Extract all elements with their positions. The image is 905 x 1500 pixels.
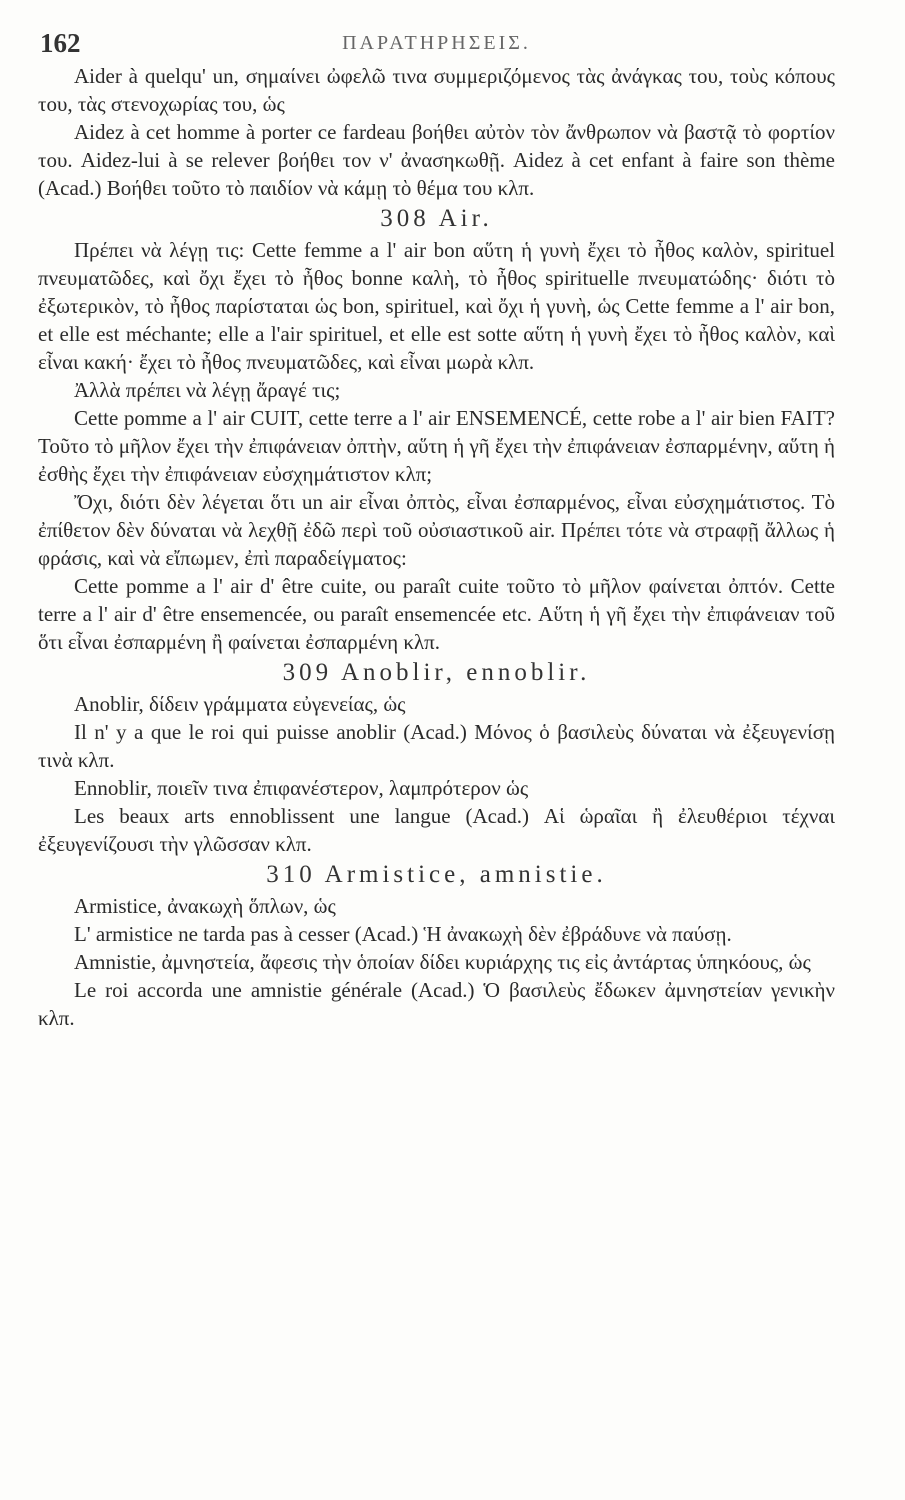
paragraph-air-answer: Ὄχι, διότι δὲν λέγεται ὅτι un air εἶναι ὀπτὸς, εἶναι ἐσπαρμένος, εἶναι εὐσχημάτιστος. Τὸ ἐπίθετον δὲν δύναται νὰ λεχθῇ ἐδῶ περὶ τοῦ οὐσιαστικοῦ air. Πρέπει τότε νὰ στραφῇ ἄλλως ἡ φράσις, καὶ νὰ εἴπωμεν, ἐπὶ παραδείγματος: [38, 490, 835, 570]
paragraph-ennoblir-definition: Ennoblir, ποιεῖν τινα ἐπιφανέστερον, λαμπρότερον ὡς [74, 776, 529, 800]
section-heading-309: 309 Anoblir, ennoblir. [282, 659, 591, 686]
paragraph-anoblir-definition: Anoblir, δίδειν γράμματα εὐγενείας, ὡς [74, 692, 406, 716]
paragraph-aider-definition: Aider à quelqu' un, σημαίνει ὠφελῶ τινα συμμεριζόμενος τὰς ἀνάγκας του, τοὺς κόπους του, τὰς στενοχωρίας του, ὡς [38, 64, 835, 116]
paragraph-armistice-definition: Armistice, ἀνακωχὴ ὅπλων, ὡς [74, 894, 336, 918]
paragraph-amnistie-example: Le roi accorda une amnistie générale (Acad.) Ὁ βασιλεὺς ἔδωκεν ἀμνηστείαν γενικὴν κλπ. [38, 978, 835, 1030]
paragraph-armistice-example: L' armistice ne tarda pas à cesser (Acad.) Ἡ ἀνακωχὴ δὲν ἐβράδυνε νὰ παύσῃ. [74, 922, 732, 946]
paragraph-air-correct-usage: Cette pomme a l' air d' être cuite, ou paraît cuite τοῦτο τὸ μῆλον φαίνεται ὀπτόν. Cette terre a l' air d' être ensemencée, ou paraît ensemencée etc. Αὕτη ἡ γῆ ἔχει τὴν ἐπιφάνειαν τοῦ ὅτι εἶναι ἐσπαρμένη ἢ φαίνεται ἐσπαρμένη κλπ. [38, 574, 835, 654]
paragraph-air-question: Ἀλλὰ πρέπει νὰ λέγῃ ἄραγέ τις; [74, 378, 341, 402]
running-head [38, 22, 835, 62]
paragraph-anoblir-example: Il n' y a que le roi qui puisse anoblir (Acad.) Μόνος ὁ βασιλεὺς δύναται νὰ ἐξευγενίσῃ τινὰ κλπ. [38, 720, 835, 772]
section-heading-308: 308 Air. [380, 205, 493, 232]
paragraph-amnistie-definition: Amnistie, ἀμνηστεία, ἄφεσις τὴν ὁποίαν δίδει κυριάρχης τις εἰς ἀντάρτας ὑπηκόους, ὡς [74, 950, 811, 974]
paragraph-aider-examples: Aidez à cet homme à porter ce fardeau βοήθει αὐτὸν τὸν ἄνθρωπον νὰ βαστᾷ τὸ φορτίον του. Aidez-lui à se relever βοήθει τον ν' ἀνασηκωθῇ. Aidez à cet enfant à faire son thème (Acad.) Βοήθει τοῦτο τὸ παιδίον νὰ κάμῃ τὸ θέμα του κλπ. [38, 120, 835, 200]
section-heading-310: 310 Armistice, amnistie. [266, 861, 607, 888]
page-number: 162 [40, 28, 81, 58]
body-text [38, 62, 835, 1032]
paragraph-ennoblir-example: Les beaux arts ennoblissent une langue (Acad.) Αἱ ὡραῖαι ἢ ἐλευθέριοι τέχναι ἐξευγενίζουσι τὴν γλῶσσαν κλπ. [38, 804, 835, 856]
paragraph-air-examples: Cette pomme a l' air CUIT, cette terre a l' air ENSEMENCÉ, cette robe a l' air bien FAIT? Τοῦτο τὸ μῆλον ἔχει τὴν ἐπιφάνειαν ὀπτὴν, αὕτη ἡ γῆ ἔχει τὴν ἐπιφάνειαν ἐσπαρμένην, αὕτη ἡ ἐσθὴς ἔχει τὴν ἐπιφάνειαν εὐσχημάτιστον κλπ; [38, 406, 835, 486]
paragraph-air-rule: Πρέπει νὰ λέγῃ τις: Cette femme a l' air bon αὕτη ἡ γυνὴ ἔχει τὸ ἦθος καλὸν, spirituel πνευματῶδες, καὶ ὄχι ἔχει τὸ ἦθος bonne καλὴ, τὸ ἦθος spirituelle πνευματώδης· διότι τὸ ἐξωτερικὸν, τὸ ἦθος παρίσταται ὡς bon, spirituel, καὶ ὄχι ἡ γυνὴ, ὡς Cette femme a l' air bon, et elle est méchante; elle a l'air spirituel, et elle est sotte αὕτη ἡ γυνὴ ἔχει τὸ ἦθος καλὸν, καὶ εἶναι κακή· ἔχει τὸ ἦθος πνευματῶδες, καὶ εἶναι μωρὰ κλπ. [38, 238, 835, 374]
running-title: ΠΑΡΑΤΗΡΗΣΕΙΣ. [342, 32, 531, 54]
